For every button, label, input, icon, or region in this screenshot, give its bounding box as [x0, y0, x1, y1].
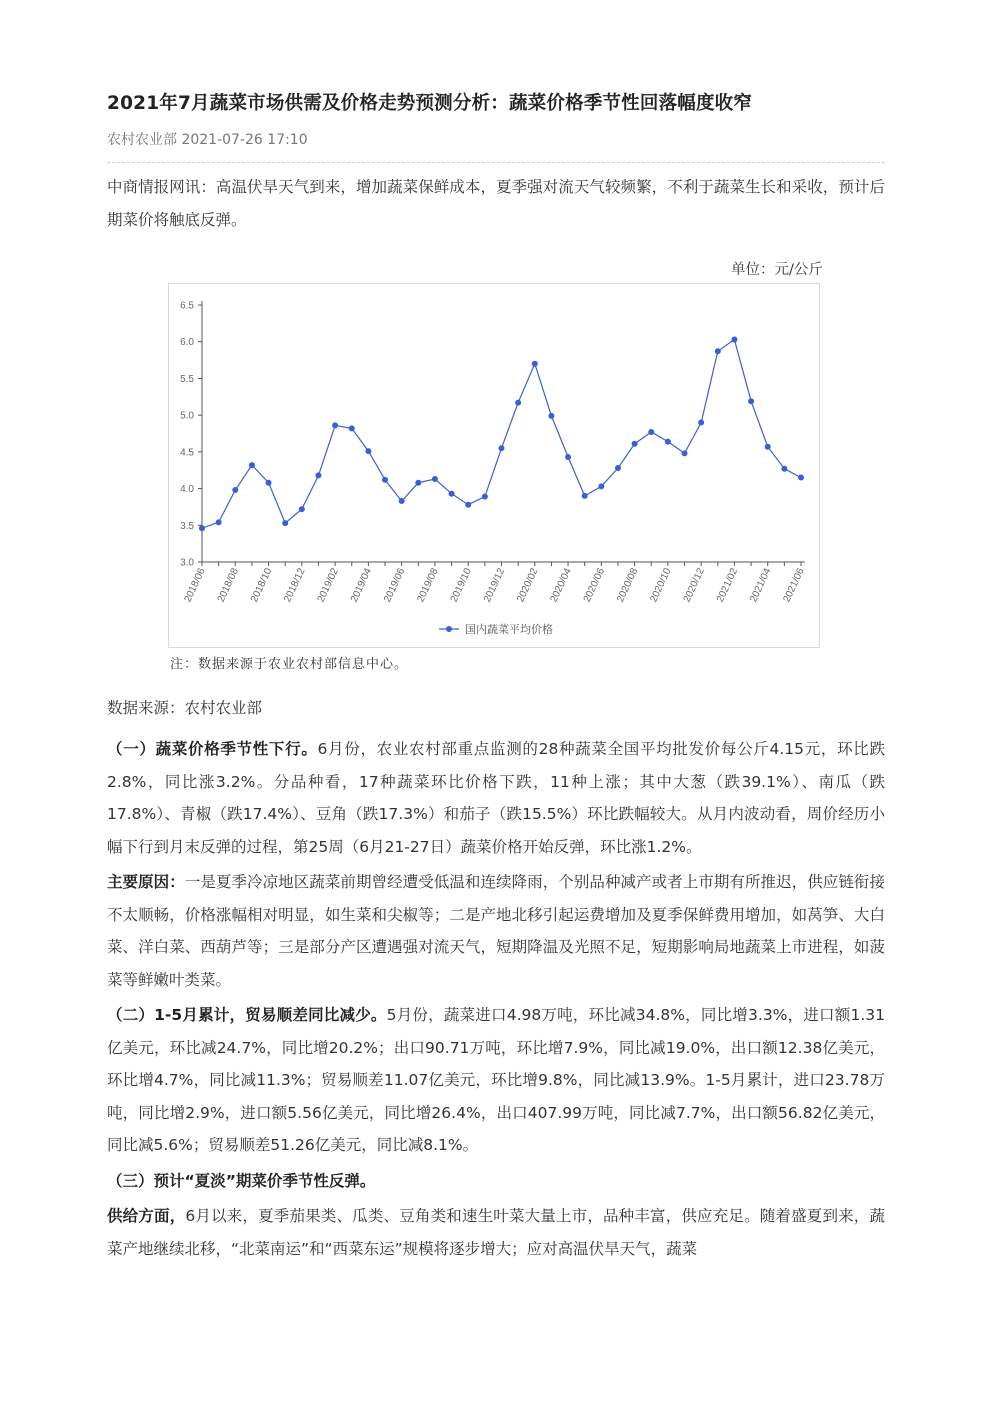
data-point — [299, 506, 305, 512]
article-body — [107, 733, 885, 1268]
reason-heading: 主要原因： — [107, 873, 185, 891]
data-point — [449, 491, 455, 497]
section-3 — [107, 1165, 885, 1198]
article-title: 2021年7月蔬菜市场供需及价格走势预测分析：蔬菜价格季节性回落幅度收窄 — [107, 93, 753, 114]
x-tick-label: 2021/06 — [781, 566, 807, 605]
data-point — [715, 348, 721, 354]
section-2-heading: （二）1-5月累计，贸易顺差同比减少。 — [107, 1006, 387, 1024]
y-tick-label: 3.0 — [180, 557, 194, 569]
y-tick-label: 4.0 — [180, 484, 194, 496]
data-point — [199, 525, 205, 531]
article-meta: 农村农业部 2021-07-26 17:10 — [107, 132, 308, 148]
section-3-heading: （三）预计“夏淡”期菜价季节性反弹。 — [107, 1171, 376, 1190]
data-point — [365, 448, 371, 454]
x-tick-label: 2020/08 — [615, 566, 641, 605]
section-2 — [107, 999, 885, 1162]
x-tick-label: 2020/06 — [581, 566, 608, 605]
data-point — [798, 475, 804, 481]
data-point — [548, 413, 554, 419]
x-tick-label: 2021/02 — [714, 566, 741, 605]
data-point — [249, 462, 255, 468]
price-chart — [168, 283, 820, 648]
legend-marker — [446, 626, 452, 632]
data-point — [415, 480, 421, 486]
supply-heading: 供给方面， — [107, 1207, 186, 1225]
data-point — [382, 477, 388, 483]
data-point — [332, 422, 338, 428]
y-tick-label: 6.0 — [180, 337, 194, 349]
x-tick-label: 2019/12 — [481, 566, 508, 605]
divider — [107, 162, 885, 163]
data-point — [399, 498, 405, 504]
section-1 — [107, 733, 885, 863]
data-source: 数据来源：农村农业部 — [107, 699, 263, 717]
x-tick-label: 2018/06 — [182, 566, 208, 605]
data-point — [565, 454, 571, 460]
section-1-text: 6月份，农业农村部重点监测的28种蔬菜全国平均批发价每公斤4.15元，环比跌2.8%，同比涨3.2%。分品种看，17种蔬菜环比价格下跌，11种上涨；其中大葱（跌39.1%）、南瓜（跌17.8%）、青椒（跌17.4%）、豆角（跌17.3%）和茄子（跌15.5%）环比跌幅较大。从月内波动看，周价经历小幅下行到月末反弹的过程，第25周（6月21-27日）蔬菜价格开始反弹，环比涨1.2%。 — [107, 740, 885, 856]
x-tick-label: 2018/08 — [215, 566, 241, 605]
data-point — [349, 425, 355, 431]
x-tick-label: 2019/06 — [382, 566, 408, 605]
data-point — [781, 466, 787, 472]
series-line — [202, 340, 801, 529]
data-point — [731, 337, 737, 343]
legend-label: 国内蔬菜平均价格 — [465, 623, 553, 636]
data-point — [315, 472, 321, 478]
data-point — [282, 520, 288, 526]
data-point — [482, 494, 488, 500]
article — [107, 90, 885, 1258]
data-point — [665, 439, 671, 445]
section-2-text: 5月份，蔬菜进口4.98万吨，环比减34.8%，同比增3.3%，进口额1.31亿美元，环比减24.7%，同比增20.2%；出口90.71万吨，环比增7.9%，同比减19.0%，出口额12.38亿美元，环比增4.7%，同比减11.3%；贸易顺差11.07亿美元，环比增9.8%，同比减13.9%。1-5月累计，进口23.78万吨，同比增2.9%，进口额5.56亿美元，同比增26.4%，出口407.99万吨，同比减7.7%，出口额56.82亿美元，同比减5.6%；贸易顺差51.26亿美元，同比减8.1%。 — [107, 1006, 885, 1154]
x-tick-label: 2018/12 — [282, 566, 308, 605]
x-tick-label: 2020/10 — [648, 566, 674, 605]
data-point — [632, 441, 638, 447]
x-tick-label: 2020/02 — [515, 566, 541, 605]
chart-unit-label: 单位：元/公斤 — [731, 262, 823, 278]
x-tick-label: 2021/04 — [748, 566, 774, 605]
data-point — [598, 483, 604, 489]
x-tick-label: 2019/10 — [448, 566, 474, 605]
data-point — [266, 480, 272, 486]
x-tick-label: 2019/02 — [315, 566, 341, 605]
x-tick-label: 2019/04 — [348, 566, 375, 605]
data-point — [499, 445, 505, 451]
data-point — [582, 493, 588, 499]
x-tick-label: 2020/12 — [681, 566, 707, 605]
data-point — [765, 444, 771, 450]
y-tick-label: 6.5 — [180, 300, 194, 312]
supply-text: 6月以来，夏季茄果类、瓜类、豆角类和速生叶菜大量上市，品种丰富，供应充足。随着盛夏到来，蔬菜产地继续北移，“北菜南运”和“西菜东运”规模将逐步增大；应对高温伏旱天气，蔬菜 — [107, 1207, 885, 1258]
lead-paragraph: 中商情报网讯：高温伏旱天气到来，增加蔬菜保鲜成本，夏季强对流天气较频繁，不利于蔬菜生长和采收，预计后期菜价将触底反弹。 — [107, 178, 885, 229]
data-point — [232, 487, 238, 493]
section-1-heading: （一）蔬菜价格季节性下行。 — [107, 740, 318, 758]
x-tick-label: 2020/04 — [548, 566, 574, 605]
supply-paragraph — [107, 1200, 885, 1265]
reason-paragraph — [107, 866, 885, 996]
price-chart-svg — [169, 284, 821, 649]
chart-note: 注：数据来源于农业农村部信息中心。 — [170, 657, 409, 672]
x-tick-label: 2018/10 — [249, 566, 275, 605]
data-point — [216, 519, 222, 525]
x-tick-label: 2019/08 — [415, 566, 441, 605]
data-point — [648, 429, 654, 435]
y-tick-label: 5.0 — [180, 410, 194, 422]
data-point — [748, 398, 754, 404]
data-point — [532, 361, 538, 367]
data-point — [615, 465, 621, 471]
y-tick-label: 3.5 — [180, 520, 194, 532]
data-point — [515, 400, 521, 406]
data-point — [682, 450, 688, 456]
data-point — [432, 476, 438, 482]
data-point — [698, 419, 704, 425]
y-tick-label: 5.5 — [180, 373, 194, 385]
reason-text: 一是夏季冷凉地区蔬菜前期曾经遭受低温和连续降雨，个别品种减产或者上市期有所推迟，供应链衔接不太顺畅，价格涨幅相对明显，如生菜和尖椒等；二是产地北移引起运费增加及夏季保鲜费用增加，如莴笋、大白菜、洋白菜、西葫芦等；三是部分产区遭遇强对流天气，短期降温及光照不足，短期影响局地蔬菜上市进程，如菠菜等鲜嫩叶类菜。 — [107, 873, 885, 989]
data-point — [465, 502, 471, 508]
y-tick-label: 4.5 — [180, 447, 194, 459]
